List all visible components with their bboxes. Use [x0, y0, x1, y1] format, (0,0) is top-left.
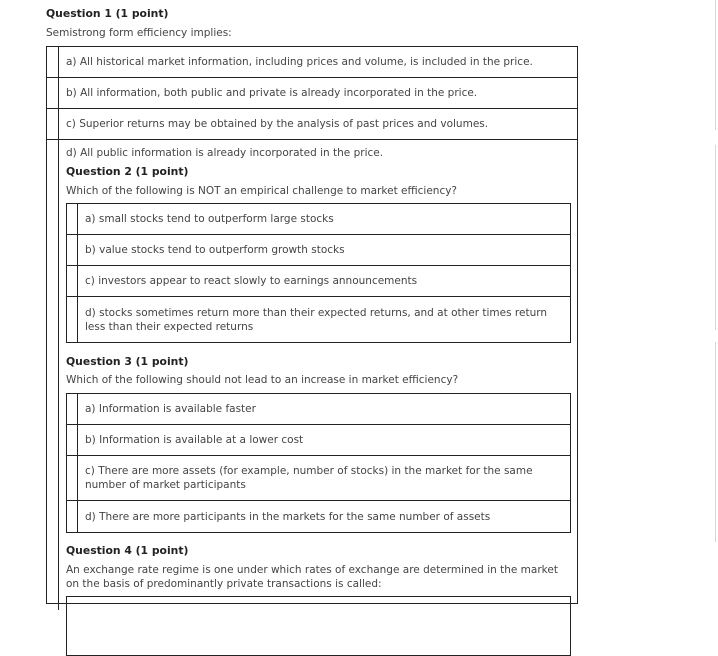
question-2-title: Question 2 (1 point) — [66, 165, 189, 178]
option-radio[interactable] — [47, 140, 59, 610]
right-panel-edge — [715, 0, 716, 130]
question-3-options — [66, 393, 571, 533]
question-3-text: Which of the following should not lead to an increase in market efficiency? — [66, 374, 459, 386]
question-3-title: Question 3 (1 point) — [66, 355, 189, 368]
question-3-option-c[interactable] — [67, 456, 570, 501]
option-label: a) All historical market information, including prices and volume, is included in the price. — [66, 56, 533, 68]
option-radio[interactable] — [67, 425, 78, 455]
option-label: d) stocks sometimes return more than their expected returns, and at other times return less than their expected returns — [85, 306, 548, 333]
question-4-text: An exchange rate regime is one under which rates of exchange are determined in the market on the basis of predominantly private transactions is called: — [66, 564, 558, 590]
option-label: c) Superior returns may be obtained by the analysis of past prices and volumes. — [66, 118, 489, 130]
question-1-option-a[interactable] — [47, 47, 577, 78]
question-1-option-d[interactable] — [47, 140, 577, 610]
option-radio[interactable] — [67, 394, 78, 424]
question-1-option-c[interactable] — [47, 109, 577, 140]
option-radio[interactable] — [67, 501, 78, 532]
option-radio[interactable] — [67, 266, 78, 296]
option-label: b) Information is available at a lower cost — [85, 434, 304, 446]
question-1-option-b[interactable] — [47, 78, 577, 109]
question-2-option-c[interactable] — [67, 266, 570, 297]
question-3-option-a[interactable] — [67, 394, 570, 425]
option-radio[interactable] — [67, 456, 78, 500]
option-radio[interactable] — [67, 297, 78, 342]
option-radio[interactable] — [47, 109, 59, 139]
question-3-option-d[interactable] — [67, 501, 570, 532]
question-2-option-d[interactable] — [67, 297, 570, 342]
option-label: a) small stocks tend to outperform large stocks — [85, 213, 334, 225]
option-radio[interactable] — [67, 204, 78, 234]
question-1-text: Semistrong form efficiency implies: — [46, 27, 232, 39]
option-label: d) All public information is already incorporated in the price. — [66, 147, 384, 159]
option-label: d) There are more participants in the markets for the same number of assets — [85, 510, 491, 523]
option-radio[interactable] — [47, 47, 59, 77]
question-4-options — [66, 596, 571, 656]
option-label: a) Information is available faster — [85, 403, 256, 415]
option-radio[interactable] — [67, 235, 78, 265]
right-panel-edge — [715, 342, 716, 542]
question-4-title: Question 4 (1 point) — [66, 544, 189, 557]
question-2-option-b[interactable] — [67, 235, 570, 266]
question-2-option-a[interactable] — [67, 204, 570, 235]
right-panel-edge — [715, 145, 716, 330]
option-radio[interactable] — [47, 78, 59, 108]
question-2-options — [66, 203, 571, 343]
question-2-text: Which of the following is NOT an empirical challenge to market efficiency? — [66, 185, 458, 197]
question-1-title: Question 1 (1 point) — [46, 7, 169, 20]
option-label: b) All information, both public and private is already incorporated in the price. — [66, 87, 478, 99]
option-label: b) value stocks tend to outperform growth stocks — [85, 244, 345, 256]
option-label: c) investors appear to react slowly to earnings announcements — [85, 275, 418, 287]
question-3-option-b[interactable] — [67, 425, 570, 456]
option-label: c) There are more assets (for example, number of stocks) in the market for the same number of market participants — [85, 465, 533, 491]
question-1-options — [46, 46, 578, 604]
